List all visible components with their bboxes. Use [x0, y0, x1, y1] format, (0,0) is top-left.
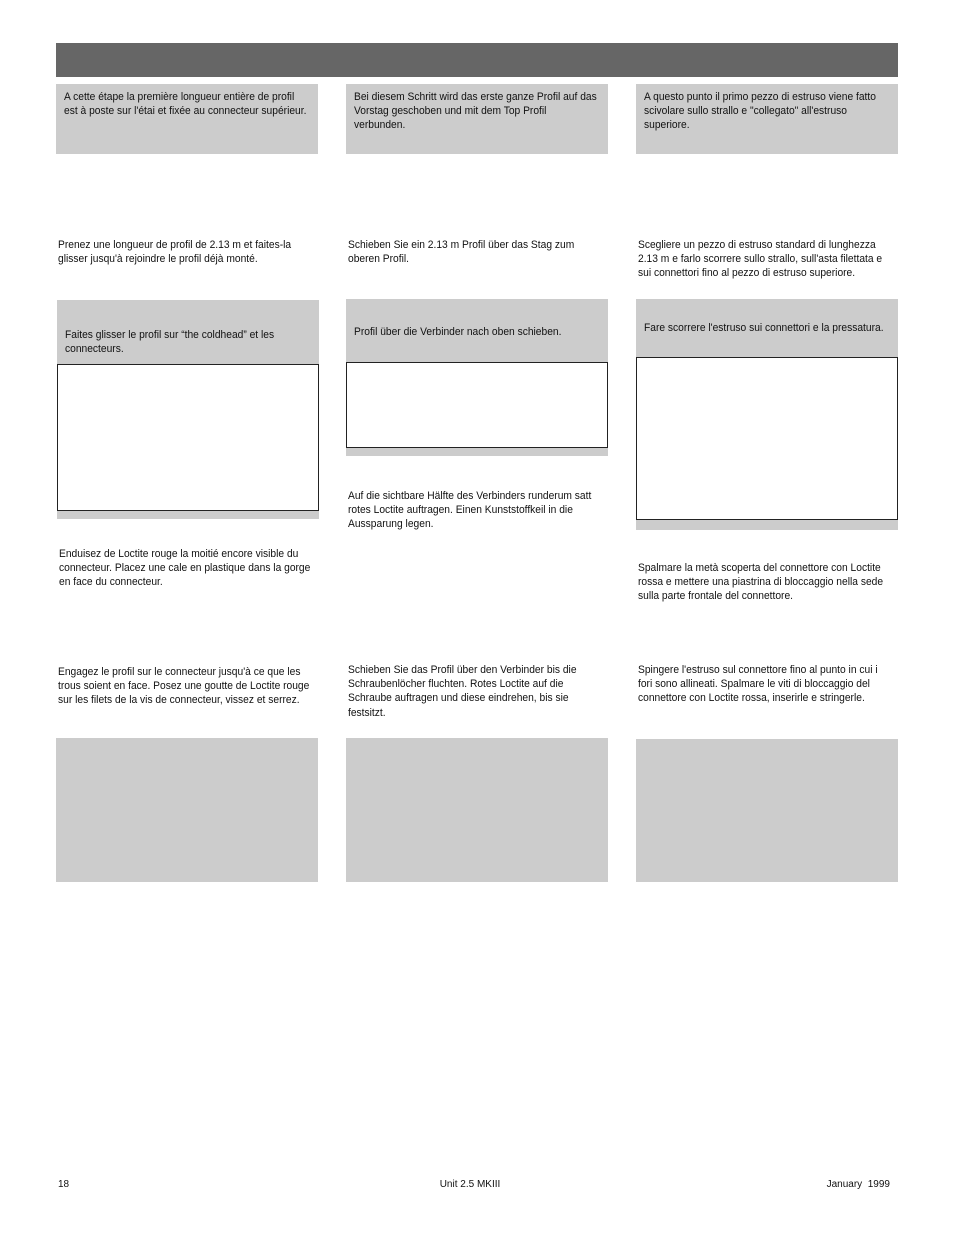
image-placeholder-it: [636, 739, 898, 882]
step2-text-de: Auf die sichtbare Hälfte des Verbinders runderum satt rotes Loctite auftragen. Einen Kunststoffkeil in die Aussparung legen.: [348, 490, 592, 531]
step3-text-de: Schieben Sie das Profil über den Verbinder bis die Schraubenlöcher fluchten. Rotes Loctite auf die Schraube auftragen und diese eindrehen, bis sie festsitzt.: [348, 664, 577, 719]
step1-text-it: Scegliere un pezzo di estruso standard di lunghezza 2.13 m e farlo scorrere sullo strallo, sull'asta filettata e sui connettori fino al pezzo di estruso superiore.: [638, 239, 883, 280]
intro-panel-de: [346, 84, 608, 154]
header-bar: [56, 43, 898, 77]
step3-text-fr: Engagez le profil sur le connecteur jusqu'à ce que les trous soient en face. Posez une goutte de Loctite rouge sur les filets de la vis de connecteur, vissez et serrez.: [58, 666, 310, 707]
figure-caption-de: Profil über die Verbinder nach oben schieben.: [354, 326, 562, 338]
step3-text-it: Spingere l'estruso sul connettore fino al punto in cui i fori sono allineati. Spalmare le viti di bloccaggio del connettore con Loctite rossa, inserirle e stringerle.: [638, 664, 878, 705]
step2-text-fr: Enduisez de Loctite rouge la moitié encore visible du connecteur. Placez une cale en plastique dans la gorge en face du connecteur.: [59, 548, 311, 589]
figure-image-fr: [57, 364, 319, 511]
footer-date: January 1999: [826, 1179, 890, 1190]
figure-panel-de: [346, 299, 608, 456]
figure-caption-fr: Faites glisser le profil sur “the coldhead” et les connecteurs.: [65, 329, 275, 356]
intro-panel-fr: [56, 84, 318, 154]
figure-caption-it: Fare scorrere l'estruso sui connettori e la pressatura.: [644, 322, 884, 334]
page-number: 18: [58, 1179, 70, 1190]
step2-text-it: Spalmare la metà scoperta del connettore con Loctite rossa e mettere una piastrina di bloccaggio nella sede sulla parte frontale del connettore.: [638, 562, 884, 603]
intro-text-de: Bei diesem Schritt wird das erste ganze Profil auf das Vorstag geschoben und mit dem Top Profil verbunden.: [354, 91, 597, 132]
step1-text-de: Schieben Sie ein 2.13 m Profil über das Stag zum oberen Profil.: [348, 239, 575, 266]
intro-text-it: A questo punto il primo pezzo di estruso viene fatto scivolare sullo strallo e "collegato" all'estruso superiore.: [644, 91, 876, 132]
footer-unit: Unit 2.5 MKIII: [439, 1179, 501, 1190]
figure-image-it: [636, 357, 898, 520]
figure-panel-fr: [57, 300, 319, 519]
figure-panel-it: [636, 299, 898, 530]
step1-text-fr: Prenez une longueur de profil de 2.13 m et faites-la glisser jusqu'à rejoindre le profil déjà monté.: [58, 239, 292, 266]
image-placeholder-de: [346, 738, 608, 882]
intro-panel-it: [636, 84, 898, 154]
image-placeholder-fr: [56, 738, 318, 882]
figure-image-de: [346, 362, 608, 448]
intro-text-fr: A cette étape la première longueur entière de profil est à poste sur l'étai et fixée au connecteur supérieur.: [64, 91, 307, 118]
